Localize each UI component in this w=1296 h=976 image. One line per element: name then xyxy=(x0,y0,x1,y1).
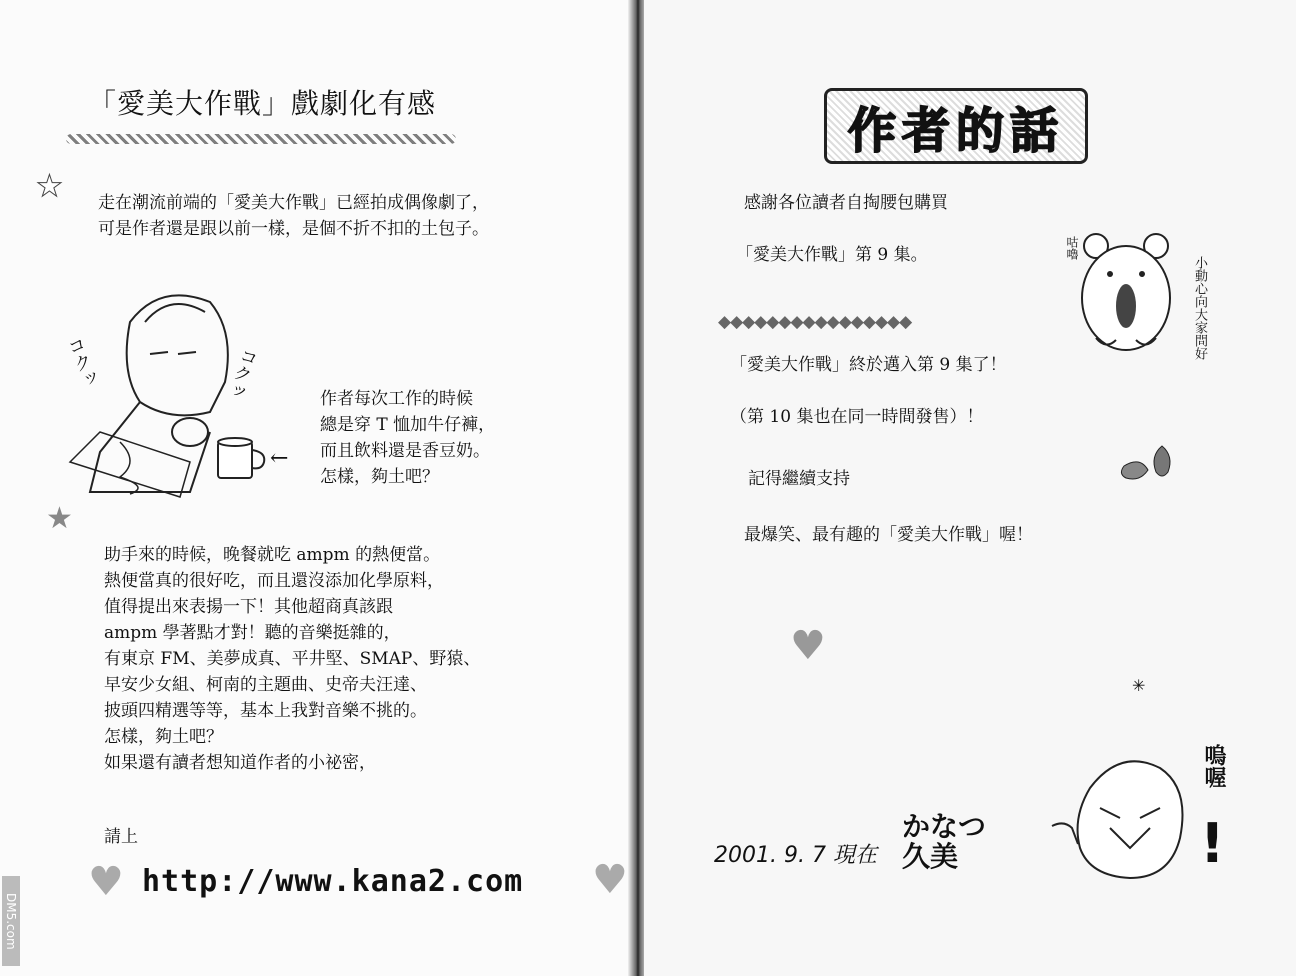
crying-author-drawing xyxy=(1050,748,1210,898)
author-signature: かなつ 久美 xyxy=(902,810,987,873)
heart-icon: ♥ xyxy=(592,857,628,903)
body-line: 助手來的時候，晚餐就吃 ampm 的熱便當。 xyxy=(104,545,441,565)
title-underline xyxy=(66,134,456,144)
website-url[interactable]: http://www.kana2.com xyxy=(142,864,524,899)
heart-icon: ♥ xyxy=(790,623,826,669)
body-line: 如果還有讀者想知道作者的小祕密， xyxy=(104,753,376,773)
filled-star-icon: ★ xyxy=(46,501,73,536)
outline-star-icon: ★ xyxy=(36,169,63,204)
strawberry-icon xyxy=(1114,436,1194,496)
thanks-line: 感謝各位讀者自掏腰包購買 xyxy=(744,193,948,213)
message-line: 記得繼續支持 xyxy=(748,469,850,489)
arrow-icon: ← xyxy=(270,446,289,471)
body-paragraph xyxy=(104,542,480,776)
body-line: 披頭四精選等等，基本上我對音樂不挑的。 xyxy=(104,701,427,721)
heart-icon: ♥ xyxy=(88,859,124,905)
intro-line: 可是作者還是跟以前一樣，是個不折不扣的土包子。 xyxy=(98,219,489,239)
body-line: 熱便當真的很好吃，而且還沒添加化學原料， xyxy=(104,571,444,591)
date-text: 2001. 9. 7 現在 xyxy=(714,843,877,868)
message-line: （第 10 集也在同一時間發售）！ xyxy=(730,407,984,427)
message-line: 「愛美大作戰」終於邁入第 9 集了！ xyxy=(730,355,1007,375)
thanks-line: 「愛美大作戰」第 9 集。 xyxy=(736,245,928,265)
body-line: 怎樣，夠土吧？ xyxy=(104,727,223,747)
left-page xyxy=(0,0,636,976)
body-line: 早安少女組、柯南的主題曲、史帝夫汪達、 xyxy=(104,675,427,695)
intro-paragraph xyxy=(98,190,489,242)
caption-line: 而且飲料還是香豆奶。 xyxy=(320,441,490,461)
cry-sfx: 嗚喔 xyxy=(1201,744,1226,788)
message-line: 最爆笑、最有趣的「愛美大作戰」喔！ xyxy=(744,525,1033,545)
body-line: 值得提出來表揚一下！其他超商真該跟 xyxy=(104,597,393,617)
body-line: 有東京 FM、美夢成真、平井堅、SMAP、野猿、 xyxy=(104,649,481,669)
caption-line: 總是穿 T 恤加牛仔褲， xyxy=(320,415,496,435)
body-line: ampm 學著點才對！聽的音樂挺雜的， xyxy=(104,623,401,643)
hamster-drawing xyxy=(1076,228,1186,358)
page-title: 「愛美大作戰」戲劇化有感 xyxy=(88,87,437,120)
anger-mark: ✳ xyxy=(1132,676,1146,695)
banner xyxy=(824,88,1088,164)
intro-line: 走在潮流前端的「愛美大作戰」已經拍成偶像劇了， xyxy=(98,193,489,213)
right-page xyxy=(644,0,1296,976)
closing-text: 請上 xyxy=(104,827,138,847)
hamster-sfx: 咕嚕 xyxy=(1065,236,1079,260)
caption-line: 作者每次工作的時候 xyxy=(320,389,473,409)
gulp-sfx-left: コクッ xyxy=(62,333,101,392)
caption-line: 怎樣，夠土吧？ xyxy=(320,467,439,487)
watermark: DM5.com xyxy=(2,876,20,966)
gulp-sfx-right: コクッ xyxy=(222,344,261,403)
hamster-note: 小動心向大家問好 xyxy=(1192,256,1207,360)
cry-mark: ! xyxy=(1200,812,1225,875)
mug-icon xyxy=(214,436,270,482)
diamond-divider: ◆◆◆◆◆◆◆◆◆◆◆◆◆◆◆◆ xyxy=(718,312,912,332)
drawing-caption xyxy=(320,386,495,490)
banner-title: 作者的話 xyxy=(847,102,1064,159)
